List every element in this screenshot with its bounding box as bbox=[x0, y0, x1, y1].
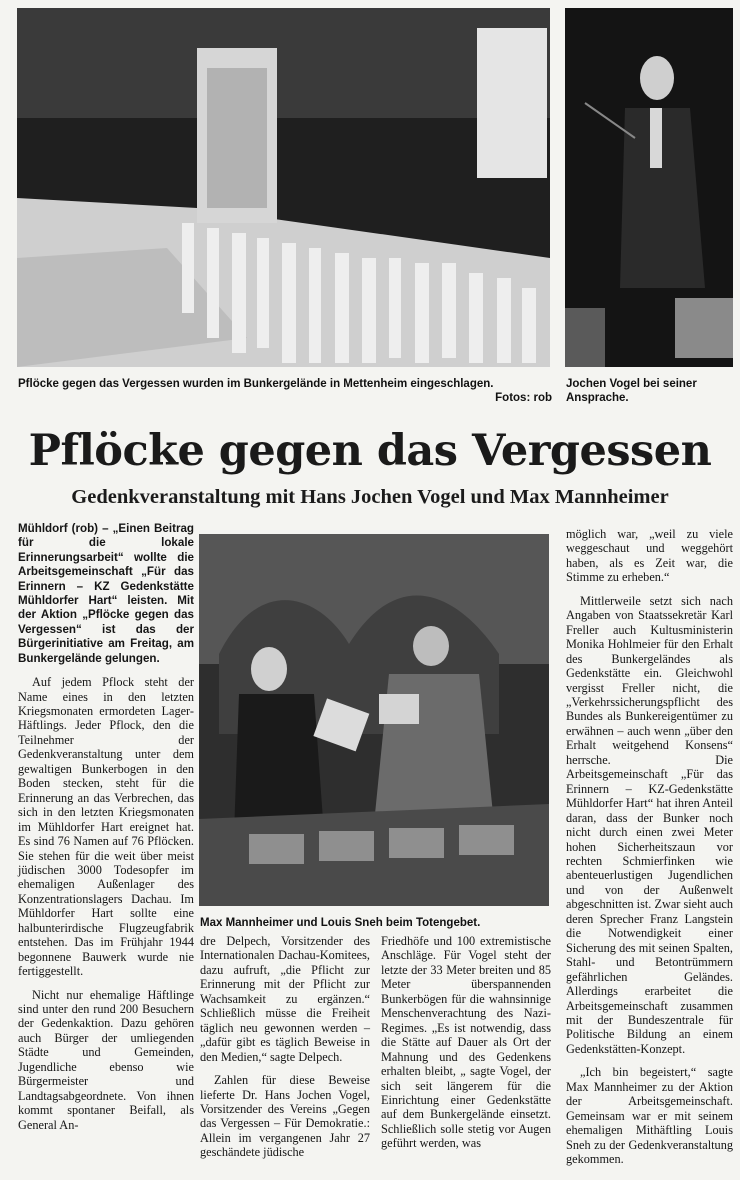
article-paragraph: Auf jedem Pflock steht der Name eines in den letzten Kriegsmonaten ermordeten Lager-Häftlings. Jeder Pflock, den die Teilnehmer der Gedenkveranstaltung unter dem gewaltigen Bunkerbogen in den Boden stecken, steht für die Erinnerung an das Verbrechen, das sich in den letzten Kriegsmonaten im Mühldorfer Hart ereignet hat. Es sind 76 Namen auf 76 Pflöcken. Sie stehen für die weit über meist jüdischen 3000 Todesopfer im ehemaligen Außenlager des Konzentrationslagers Dachau. Im Mühldorfer Hart sollte eine halbunterirdische Flugzeugfabrik entstehen. Das im Frühjahr 1944 begonnene Bauwerk wurde nie fertiggestellt. bbox=[18, 675, 194, 979]
article-paragraph: dre Delpech, Vorsitzender des Internationalen Dachau-Komitees, dazu aufruft, „die Pflicht zur Erinnerung mit der Pflicht zur Wachsamkeit zu ergänzen.“ Schließlich müsse die Freiheit täglich neu gewonnen werden – „dafür gibt es täglich Beweise in den Medien,“ sagte Delpech. bbox=[200, 934, 370, 1064]
photo-stakes-ceremony bbox=[17, 8, 550, 367]
article-subheadline: Gedenkveranstaltung mit Hans Jochen Vogel und Max Mannheimer bbox=[71, 486, 669, 508]
article-paragraph: Nicht nur ehemalige Häftlinge sind unter den rund 200 Besuchern der Gedenkaktion. Dazu gehören auch Bürger der umliegenden Städte und Gemeinden, Jugendliche ebenso wie Bürgermeister und Landtagsabgeordnete. Von ihnen kommt spontaner Beifall, als General An- bbox=[18, 987, 194, 1132]
article-column-4 bbox=[566, 527, 733, 1166]
photo-caption-stakes: Pflöcke gegen das Vergessen wurden im Bunkergelände in Mettenheim eingeschlagen. bbox=[18, 378, 494, 390]
article-column-1 bbox=[18, 522, 194, 1132]
article-lead: Mühldorf (rob) – „Einen Beitrag für die lokale Erinnerungsarbeit“ wollte die Arbeitsgemeinschaft „Für das Erinnern – KZ Gedenkstätte Mühldorfer Hart“ leisten. Mit der Aktion „Pflöcke gegen das Vergessen“ ist das der Bürgerinitiative am Freitag, am Bunkergelände gelungen. bbox=[18, 522, 194, 665]
article-paragraph: „Ich bin begeistert,“ sagte Max Mannheimer zu der Aktion der Arbeitsgemeinschaft. Gemeinsam war er mit seinem ehemaligen Mithäftling Louis Sneh zu der Gedenkveranstaltung gekommen. bbox=[566, 1065, 733, 1167]
article-headline: Pflöcke gegen das Vergessen bbox=[28, 426, 712, 476]
article-paragraph: möglich war, „weil zu viele weggeschaut und weggehört haben, als es Zeit war, die Stimme zu erheben.“ bbox=[566, 527, 733, 585]
photo-caption-vogel: Jochen Vogel bei seiner Ansprache. bbox=[566, 378, 697, 404]
article-column-3 bbox=[381, 934, 551, 1151]
photo-prayer bbox=[199, 534, 549, 906]
article-column-2 bbox=[200, 934, 370, 1160]
article-paragraph: Friedhöfe und 100 extremistische Anschläge. Für Vogel steht der letzte der 33 Meter breiten und 85 Meter überspannenden Bunkerbögen für die wahnsinnige Menschenverachtung des Nazi-Regimes. „Es ist notwendig, dass die Stätte auf Dauer als Ort der Mahnung und des Gedenkens erhalten bleibt, „ sagte Vogel, der sich seit längerem für die Einrichtung einer Gedenkstätte auf dem Bunkergelände einsetzt. Schließlich solle stetig vor Augen geführt werden, was bbox=[381, 934, 551, 1151]
article-paragraph: Mittlerweile setzt sich nach Angaben von Staatssekretär Karl Freller auch Kultusministerin Monika Hohlmeier für den Erhalt des Bunkergeländes als Gedenkstätte ein. Gleichwohl vergisst Freller nicht, die „Verkehrssicherungspflicht des Bundes als Bunkereigentümer zu erwähnen – auch wenn „über den Erhalt weitgehend Konsens“ herrsche. Die Arbeitsgemeinschaft „Für das Erinnern – KZ-Gedenkstätte Mühldorfer Hart“ hat ihren Anteil daran, dass der Bunker noch nicht durch einen zwei Meter hohen Sicherheitszaun vor rechten Schmierfinken wie abenteuerlustigen Jugendlichen und von der Außenwelt abgeschnitten ist. Zwar sieht auch deren Sprecher Franz Langstein die Notwendigkeit einer Sicherung des mit seinen Spalten, Stahl- und Betontrümmern gefährlichen Geländes. Allerdings erarbeitet die Arbeitsgemeinschaft zusammen mit der Bundeszentrale für Politische Bildung an einem Gedenkstätten-Konzept. bbox=[566, 593, 733, 1056]
photo-credit: Fotos: rob bbox=[495, 392, 552, 404]
article-paragraph: Zahlen für diese Beweise lieferte Dr. Hans Jochen Vogel, Vorsitzender des Vereins „Gegen das Vergessen – Für Demokratie.: Allein im vergangenen Jahr 27 geschändete jüdische bbox=[200, 1073, 370, 1160]
photo-caption-prayer: Max Mannheimer und Louis Sneh beim Totengebet. bbox=[200, 917, 481, 929]
photo-vogel-speech bbox=[565, 8, 733, 367]
